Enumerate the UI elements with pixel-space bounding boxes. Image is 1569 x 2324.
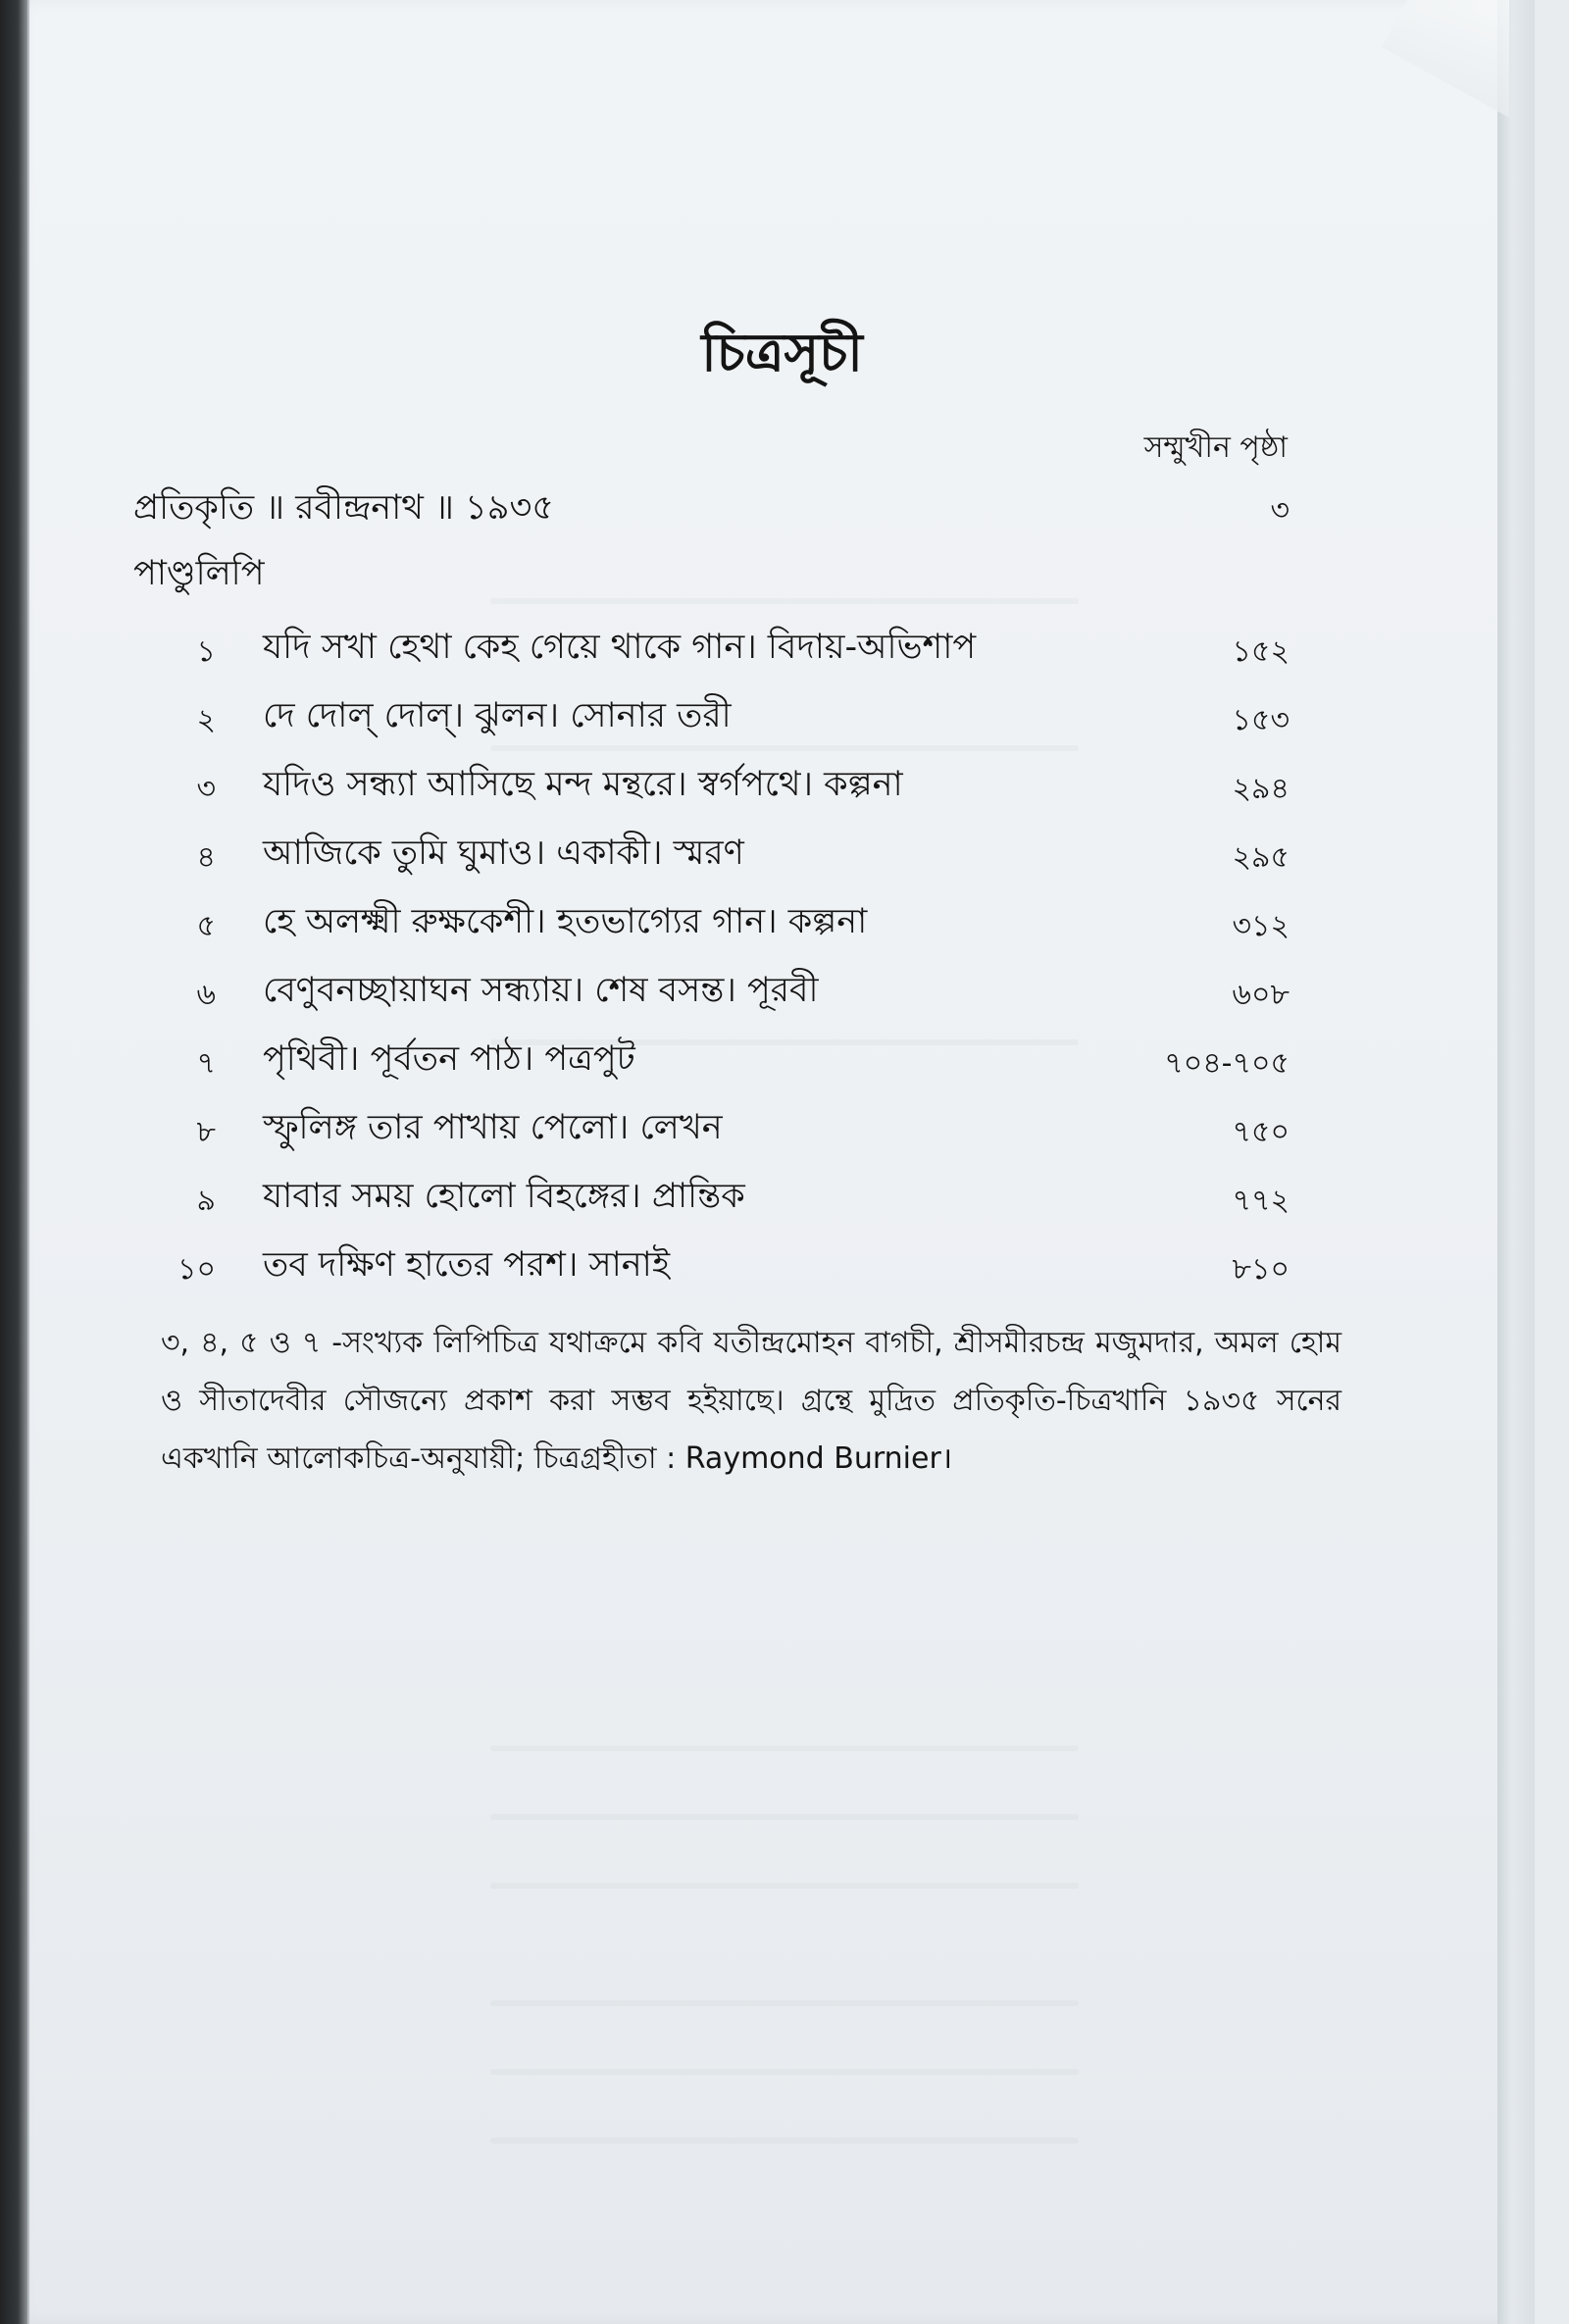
- entry-page: ৮১০: [1232, 1252, 1290, 1287]
- bleed-through-line: [490, 598, 1079, 604]
- portrait-entry-label: প্রতিকৃতি ॥ রবীন্দ্রনাথ ॥ ১৯৩৫: [133, 488, 554, 528]
- entry-page: ৭০৪-৭০৫: [1164, 1046, 1290, 1081]
- entry-text: দে দোল্ দোল্। ঝুলন। সোনার তরী: [263, 696, 732, 735]
- bleed-through-line: [490, 2138, 1079, 2144]
- entry-index: ১: [196, 634, 216, 669]
- folded-corner: [1382, 0, 1509, 118]
- bleed-through-line: [490, 1883, 1079, 1889]
- entry-text: বেণুবনচ্ছায়াঘন সন্ধ্যায়। শেষ বসন্ত। পূরবী: [263, 971, 819, 1010]
- entry-index: ৬: [196, 978, 216, 1012]
- entry-text: স্ফুলিঙ্গ তার পাখায় পেলো। লেখন: [263, 1108, 723, 1147]
- entry-index: ৯: [196, 1184, 216, 1218]
- bleed-through-line: [490, 2069, 1079, 2075]
- entry-text: তব দক্ষিণ হাতের পরশ। সানাই: [263, 1245, 671, 1285]
- book-page: [27, 0, 1535, 2324]
- entry-text: পৃথিবী। পূর্বতন পাঠ। পত্রপুট: [263, 1039, 635, 1079]
- acknowledgement-note: ৩, ৪, ৫ ও ৭ -সংখ্যক লিপিচিত্র যথাক্রমে কবি যতীন্দ্রমোহন বাগচী, শ্রীসমীরচন্দ্র মজুমদার, অমল হোম ও সীতাদেবীর সৌজন্যে প্রকাশ করা সম্ভব হইয়াছে। গ্রন্থে মুদ্রিত প্রতিকৃতি-চিত্রখানি ১৯৩৫ সনের একখানি আলোকচিত্র-অনুযায়ী; চিত্রগ্রহীতা : Raymond Burnier।: [161, 1326, 1341, 1476]
- entry-page: ১৫৩: [1232, 703, 1290, 737]
- entry-index: ৫: [196, 909, 216, 943]
- entry-page: ৭৫০: [1232, 1115, 1290, 1149]
- portrait-entry-page: ৩: [1270, 493, 1290, 528]
- entry-index: ১০: [177, 1252, 216, 1287]
- entry-page: ২৯৫: [1232, 840, 1290, 875]
- entry-index: ৭: [196, 1046, 216, 1081]
- bleed-through-line: [490, 2000, 1079, 2006]
- entry-index: ৪: [196, 840, 216, 875]
- entry-page: ৭৭২: [1232, 1184, 1290, 1218]
- bleed-through-line: [490, 1745, 1079, 1751]
- entry-page: ৩১২: [1232, 909, 1290, 943]
- entry-index: ৩: [196, 772, 216, 806]
- entry-text: আজিকে তুমি ঘুমাও। একাকী। স্মরণ: [263, 834, 744, 873]
- column-header-facing-page: সম্মুখীন পৃষ্ঠা: [1143, 430, 1288, 465]
- manuscript-heading: পাণ্ডুলিপি: [133, 554, 265, 593]
- page-title: চিত্রসূচী: [701, 322, 863, 383]
- bleed-through-line: [490, 1814, 1079, 1820]
- entry-text: যদি সখা হেথা কেহ গেয়ে থাকে গান। বিদায়-অভিশাপ: [263, 628, 977, 667]
- entry-page: ৬০৮: [1232, 978, 1290, 1012]
- entry-page: ১৫২: [1232, 634, 1290, 669]
- entry-page: ২৯৪: [1232, 772, 1290, 806]
- entry-text: হে অলক্ষ্মী রুক্ষকেশী। হতভাগ্যের গান। কল্পনা: [263, 902, 868, 941]
- entry-index: ২: [196, 703, 216, 737]
- entry-text: যাবার সময় হোলো বিহঙ্গের। প্রান্তিক: [263, 1177, 745, 1216]
- entry-index: ৮: [196, 1115, 216, 1149]
- entry-text: যদিও সন্ধ্যা আসিছে মন্দ মন্থরে। স্বর্গপথে। কল্পনা: [263, 765, 903, 804]
